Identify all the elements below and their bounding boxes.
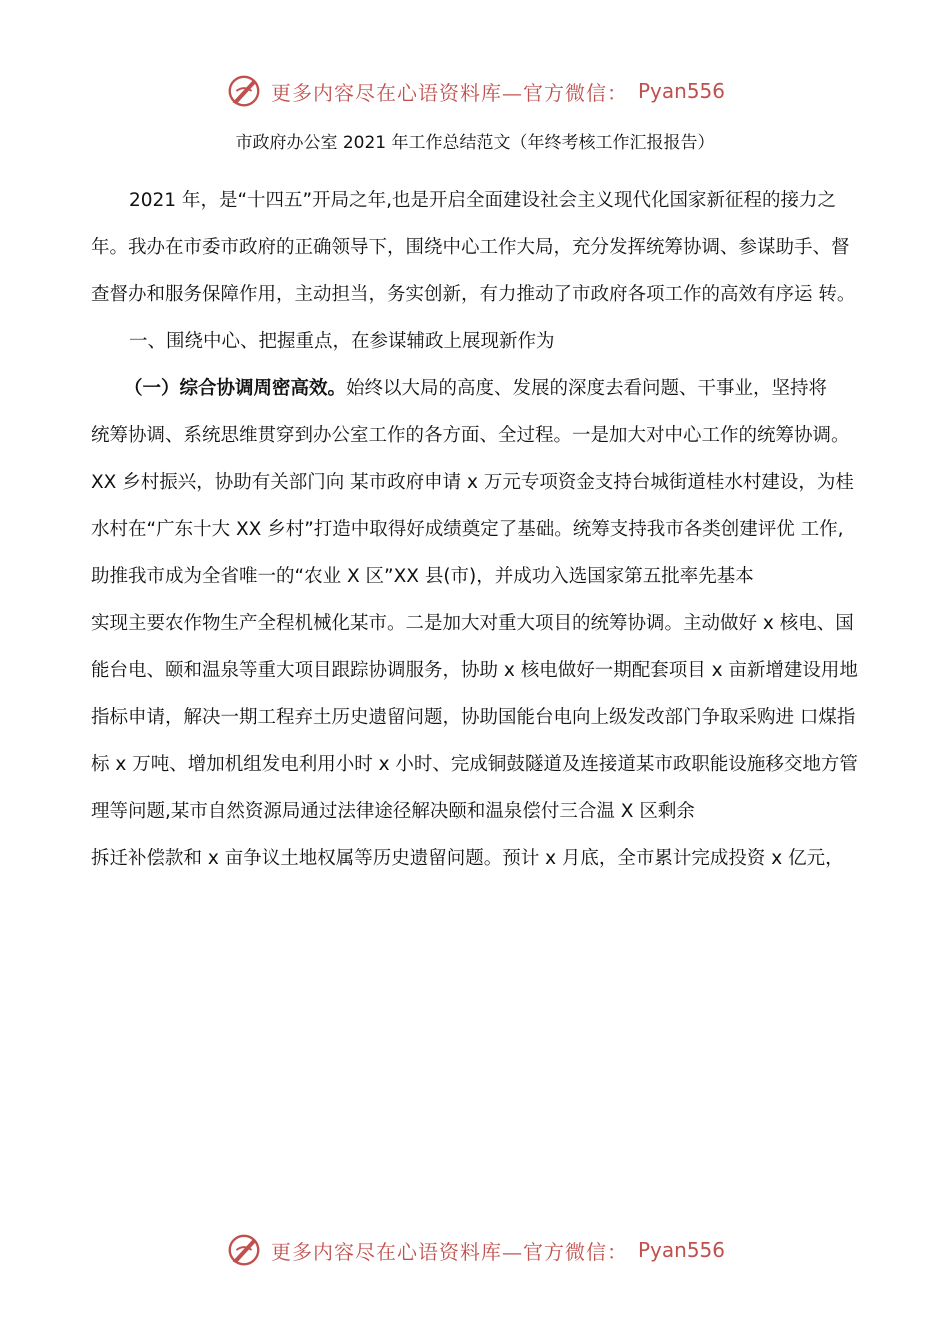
watermark-banner-top xyxy=(0,72,950,110)
subsection-line xyxy=(124,374,827,400)
paragraph-line: 水村在“广东十大 XX 乡村”打造中取得好成绩奠定了基础。统筹支持我市各类创建评优 工作, xyxy=(91,519,844,540)
quill-stamp-icon xyxy=(225,1231,263,1269)
section-heading: 一、围绕中心、把握重点，在参谋辅政上展现新作为 xyxy=(129,331,555,352)
paragraph-line: 实现主要农作物生产全程机械化某市。二是加大对重大项目的统筹协调。主动做好 x 核电、国 xyxy=(91,613,854,634)
subsection-text: 始终以大局的高度、发展的深度去看问题、干事业，坚持将 xyxy=(346,378,828,399)
paragraph-line: 拆迁补偿款和 x 亩争议土地权属等历史遗留问题。预计 x 月底，全市累计完成投资 x 亿元， xyxy=(91,848,844,869)
paragraph-line: 2021 年，是“十四五”开局之年,也是开启全面建设社会主义现代化国家新征程的接力之 xyxy=(129,190,837,211)
paragraph-line: 指标申请，解决一期工程弃土历史遗留问题，协助国能台电向上级发改部门争取采购进 口煤指 xyxy=(91,707,856,728)
quill-stamp-icon xyxy=(225,72,263,110)
subsection-heading: （一）综合协调周密高效。 xyxy=(124,378,347,399)
paragraph-line: 助推我市成为全省唯一的“农业 X 区”XX 县(市)，并成功入选国家第五批率先基本 xyxy=(91,566,754,587)
watermark-handle: Pyan556 xyxy=(637,79,725,103)
paragraph-line: 标 x 万吨、增加机组发电利用小时 x 小时、完成铜鼓隧道及连接道某市政职能设施移交地方管 xyxy=(91,754,858,775)
paragraph-line: 年。我办在市委市政府的正确领导下，围绕中心工作大局，充分发挥统筹协调、参谋助手、督 xyxy=(91,237,850,258)
document-title: 市政府办公室 2021 年工作总结范文（年终考核工作汇报报告） xyxy=(235,133,715,153)
paragraph-line: 统筹协调、系统思维贯穿到办公室工作的各方面、全过程。一是加大对中心工作的统筹协调。 xyxy=(91,425,850,446)
paragraph-line: 查督办和服务保障作用，主动担当，务实创新，有力推动了市政府各项工作的高效有序运 转。 xyxy=(91,284,856,305)
paragraph-line: 理等问题,某市自然资源局通过法律途径解决颐和温泉偿付三合温 X 区剩余 xyxy=(91,801,695,822)
watermark-text: 更多内容尽在心语资料库—官方微信： xyxy=(270,1239,628,1264)
watermark-text: 更多内容尽在心语资料库—官方微信： xyxy=(270,80,628,105)
watermark-handle: Pyan556 xyxy=(637,1238,725,1262)
paragraph-line: 能台电、颐和温泉等重大项目跟踪协调服务，协助 x 核电做好一期配套项目 x 亩新增建设用地 xyxy=(91,660,858,681)
paragraph-line: XX 乡村振兴，协助有关部门向 某市政府申请 x 万元专项资金支持台城街道桂水村建设，为桂 xyxy=(91,472,854,493)
watermark-banner-bottom xyxy=(0,1231,950,1269)
